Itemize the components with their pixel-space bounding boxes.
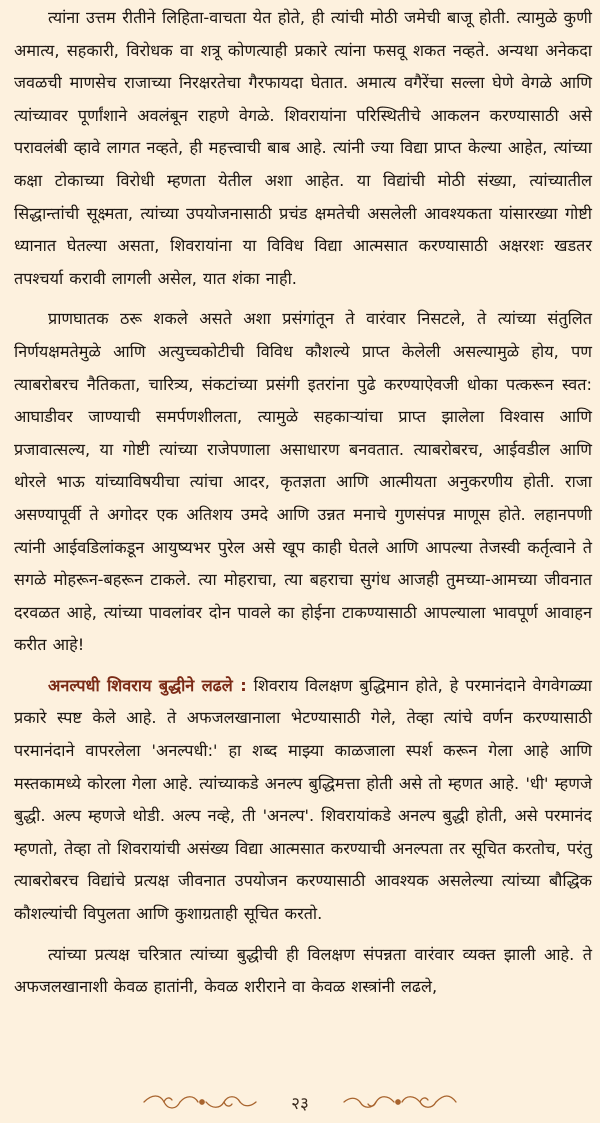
ornament-icon: [140, 1091, 260, 1113]
paragraph-3: [14, 670, 592, 931]
ornament-icon: [340, 1091, 460, 1113]
paragraph-1: [14, 0, 592, 295]
paragraph-4: [14, 939, 592, 1004]
paragraph-2: [14, 303, 592, 662]
paragraph-4-text: त्यांच्या प्रत्यक्ष चरित्रात त्यांच्या बुद्धीची ही विलक्षण संपन्नता वारंवार व्यक्त झाली आहे. ते अफजलखानाशी केवळ हातांनी, केवळ शरीराने वा केवळ शस्त्रांनी लढले,: [14, 944, 592, 997]
page-number: २३: [291, 1093, 309, 1114]
page-footer: [0, 1088, 600, 1116]
paragraph-3-text: शिवराय विलक्षण बुद्धिमान होते, हे परमानंदाने वेगवेगळ्या प्रकारे स्पष्ट केले आहे. ते अफजलखानाला भेटण्यासाठी गेले, तेव्हा त्यांचे वर्णन करण्यासाठी परमानंदाने वापरलेला 'अनल्पधी:' हा शब्द माझ्या काळजाला स्पर्श करून गेला आहे आणि मस्तकामध्ये कोरला गेला आहे. त्यांच्याकडे अनल्प बुद्धिमत्ता होती असे तो म्हणत आहे. 'धी' म्हणजे बुद्धी. अल्प म्हणजे थोडी. अल्प नव्हे, ती 'अनल्प'. शिवरायांकडे अनल्प बुद्धी होती, असे परमानंद म्हणतो, तेव्हा तो शिवरायांची असंख्य विद्या आत्मसात करण्याची अनल्पता तर सूचित करतोच, परंतु त्याबरोबरच विद्यांचे प्रत्यक्ष जीवनात उपयोजन करण्यासाठी आवश्यक असलेल्या त्यांच्या बौद्धिक कौशल्यांची विपुलता आणि कुशाग्रताही सूचित करतो.: [14, 675, 592, 924]
paragraph-1-text: त्यांना उत्तम रीतीने लिहिता-वाचता येत होते, ही त्यांची मोठी जमेची बाजू होती. त्यामुळे कुणी अमात्य, सहकारी, विरोधक वा शत्रू कोणत्याही प्रकारे त्यांना फसवू शकत नव्हते. अन्यथा अनेकदा जवळची माणसेच राजाच्या निरक्षरतेचा गैरफायदा घेतात. अमात्य वगैरेंचा सल्ला घेणे वेगळे आणि त्यांच्यावर पूर्णांशाने अवलंबून राहणे वेगळे. शिवरायांना परिस्थितीचे आकलन करण्यासाठी असे परावलंबी व्हावे लागत नव्हते, ही महत्त्वाची बाब आहे. त्यांनी ज्या विद्या प्राप्त केल्या आहेत, त्यांच्या कक्षा टोकाच्या विरोधी म्हणता येतील अशा आहेत. या विद्यांची मोठी संख्या, त्यांच्यातील सिद्धान्तांची सूक्ष्मता, त्यांच्या उपयोजनासाठी प्रचंड क्षमतेची असलेली आवश्यकता यांसारख्या गोष्टी ध्यानात घेतल्या असता, शिवरायांना या विविध विद्या आत्मसात करण्यासाठी अक्षरशः खडतर तपश्चर्या करावी लागली असेल, यात शंका नाही.: [14, 8, 592, 288]
paragraph-2-text: प्राणघातक ठरू शकले असते अशा प्रसंगांतून ते वारंवार निसटले, ते त्यांच्या संतुलित निर्णयक्षमतेमुळे आणि अत्युच्चकोटीची विविध कौशल्ये प्राप्त केलेली असल्यामुळे होय, पण त्याबरोबरच नैतिकता, चारित्र्य, संकटांच्या प्रसंगी इतरांना पुढे करण्याऐवजी धोका पत्करून स्वत: आघाडीवर जाण्याची समर्पणशीलता, त्यामुळे सहकाऱ्यांचा प्राप्त झालेला विश्वास आणि प्रजावात्सल्य, या गोष्टी त्यांच्या राजेपणाला असाधारण बनवतात. त्याबरोबरच, आईवडील आणि थोरले भाऊ यांच्याविषयीचा त्यांचा आदर, कृतज्ञता आणि आत्मीयता अनुकरणीय होती. राजा असण्यापूर्वी ते अगोदर एक अतिशय उमदे आणि उन्नत मनाचे गुणसंपन्न माणूस होते. लहानपणी त्यांनी आईवडिलांकडून आयुष्यभर पुरेल असे खूप काही घेतले आणि आपल्या तेजस्वी कर्तृत्वाने ते सगळे मोहरून-बहरून टाकले. त्या मोहराचा, त्या बहराचा सुगंध आजही तुमच्या-आमच्या जीवनात दरवळत आहे, त्यांच्या पावलांवर दोन पावले का होईना टाकण्यासाठी आपल्याला भावपूर्ण आवाहन करीत आहे!: [14, 309, 592, 655]
section-heading: अनल्पधी शिवराय बुद्धीने लढले :: [48, 675, 247, 695]
